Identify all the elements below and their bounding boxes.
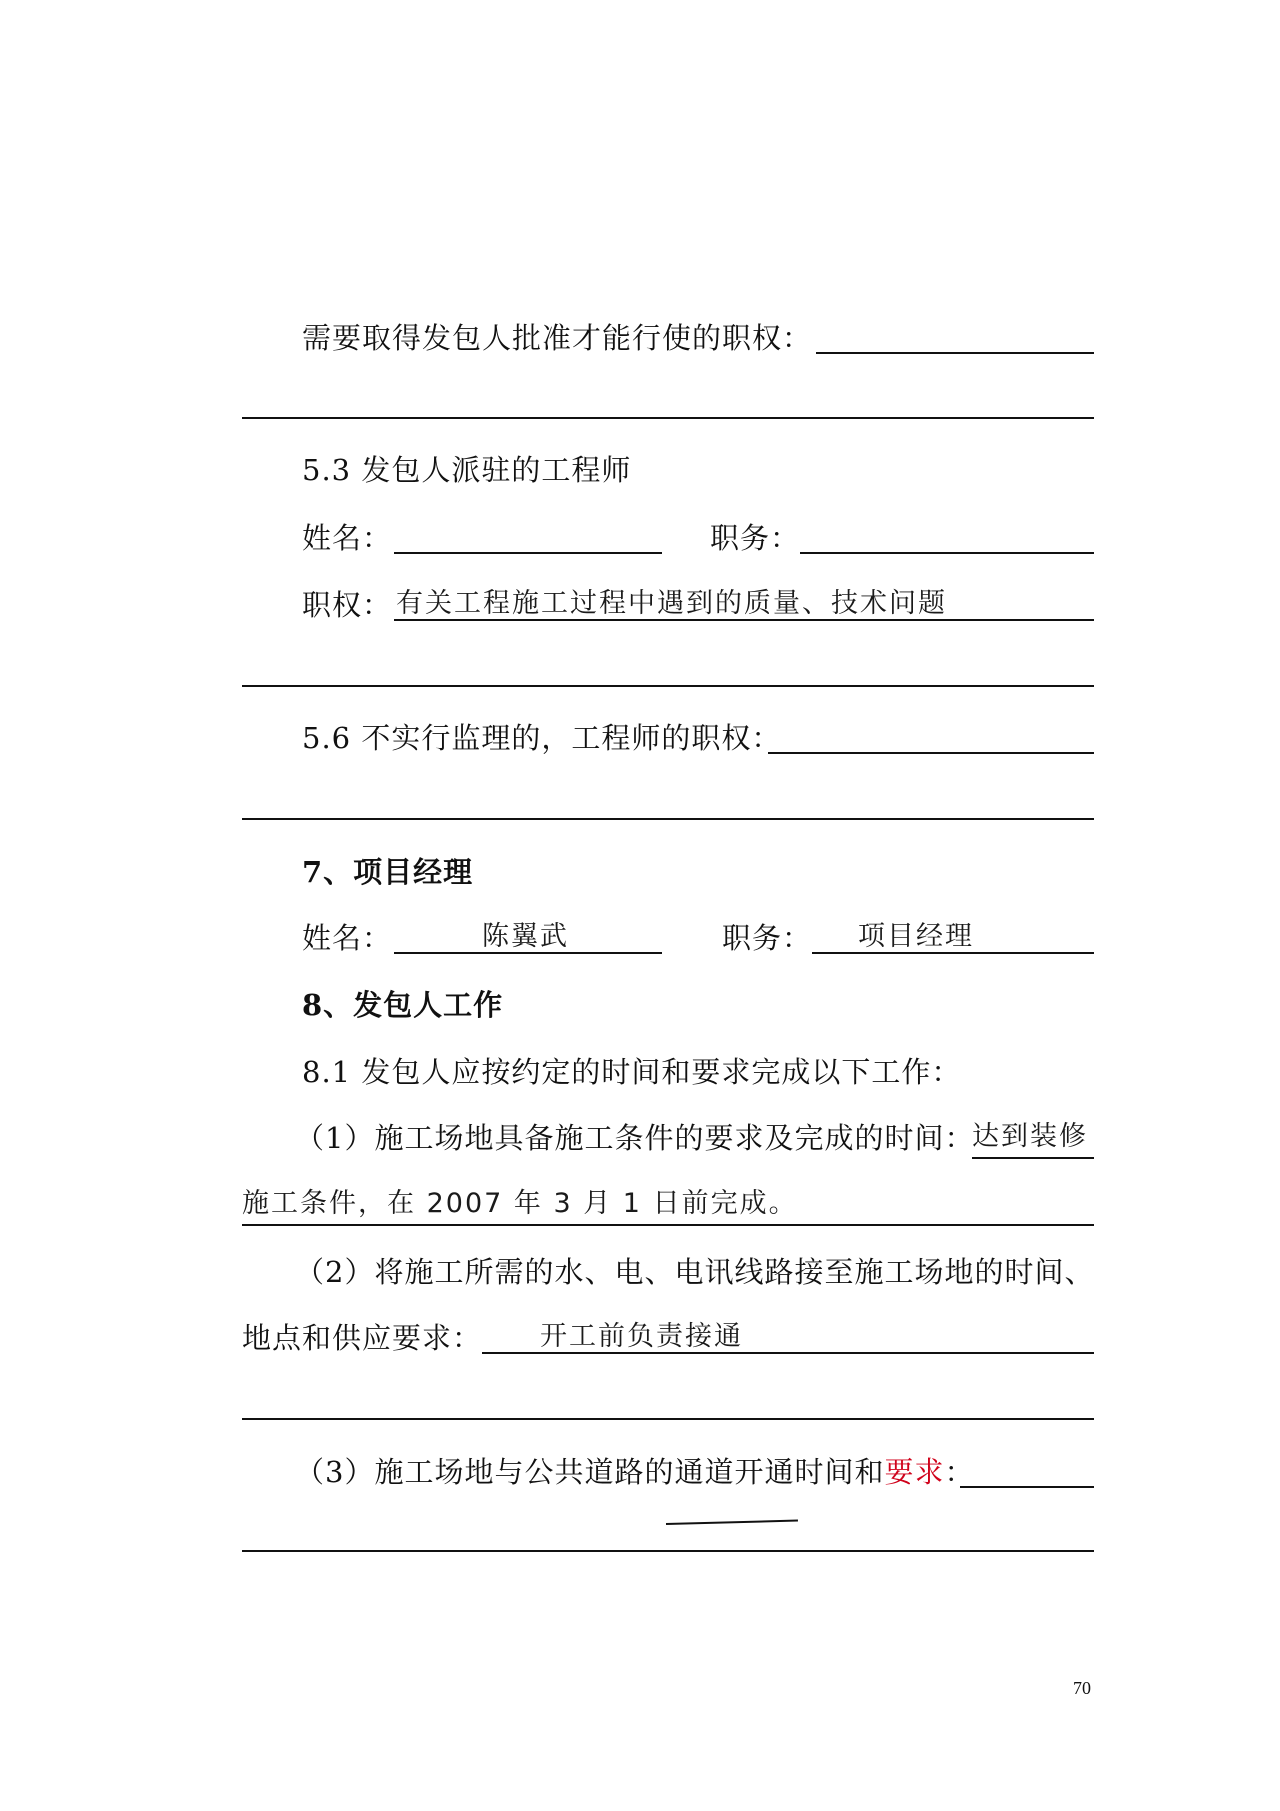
- section-5-3-heading: 5.3 发包人派驻的工程师: [302, 453, 632, 487]
- item-3-blank-line2: [242, 1550, 1094, 1552]
- item-2-text: （2）将施工所需的水、电、电讯线路接至施工场地的时间、: [295, 1255, 1095, 1289]
- section-5-6-blank-line2: [242, 818, 1094, 820]
- engineer-position-label: 职务：: [710, 521, 801, 555]
- item-2-text-continued: 地点和供应要求：: [242, 1321, 483, 1355]
- item-1-text: （1）施工场地具备施工条件的要求及完成的时间：: [295, 1121, 975, 1155]
- approval-authority-label: 需要取得发包人批准才能行使的职权：: [302, 321, 813, 355]
- engineer-authority-label: 职权：: [302, 588, 393, 622]
- engineer-authority-value: 有关工程施工过程中遇到的质量、技术问题: [396, 588, 947, 619]
- manager-name-value: 陈翼武: [482, 921, 569, 952]
- handwritten-stroke: [666, 1520, 798, 1525]
- page-number: 70: [1073, 1678, 1091, 1698]
- item-2-fill: 开工前负责接通: [540, 1321, 743, 1352]
- section-8-1-heading: 8.1 发包人应按约定的时间和要求完成以下工作：: [302, 1055, 962, 1089]
- section-8-heading: 8、发包人工作: [302, 988, 504, 1022]
- item-3-blank: [960, 1486, 1094, 1488]
- manager-position-label: 职务：: [722, 921, 813, 955]
- item-3-text-highlight: 要求: [884, 1455, 945, 1489]
- manager-position-value: 项目经理: [858, 921, 974, 952]
- section-7-heading: 7、项目经理: [302, 855, 474, 889]
- item-1-fill-continued: 施工条件，在 2007 年 3 月 1 日前完成。: [242, 1184, 1094, 1226]
- item-3-colon: ：: [944, 1455, 975, 1489]
- manager-name-label: 姓名：: [302, 921, 393, 955]
- item-3-text-main: （3）施工场地与公共道路的通道开通时间和: [295, 1455, 885, 1489]
- item-2-blank-line2: [242, 1418, 1094, 1420]
- section-5-6-blank: [768, 752, 1094, 754]
- approval-authority-blank-line2: [242, 417, 1094, 419]
- engineer-name-label: 姓名：: [302, 521, 393, 555]
- engineer-name-blank: [394, 552, 662, 554]
- section-5-6-label: 5.6 不实行监理的，工程师的职权：: [302, 721, 782, 755]
- engineer-position-blank: [800, 552, 1094, 554]
- item-1-fill-start: 达到装修: [972, 1117, 1094, 1159]
- approval-authority-blank: [816, 352, 1094, 354]
- engineer-authority-blank-line2: [242, 685, 1094, 687]
- item-3-text: [295, 1452, 974, 1492]
